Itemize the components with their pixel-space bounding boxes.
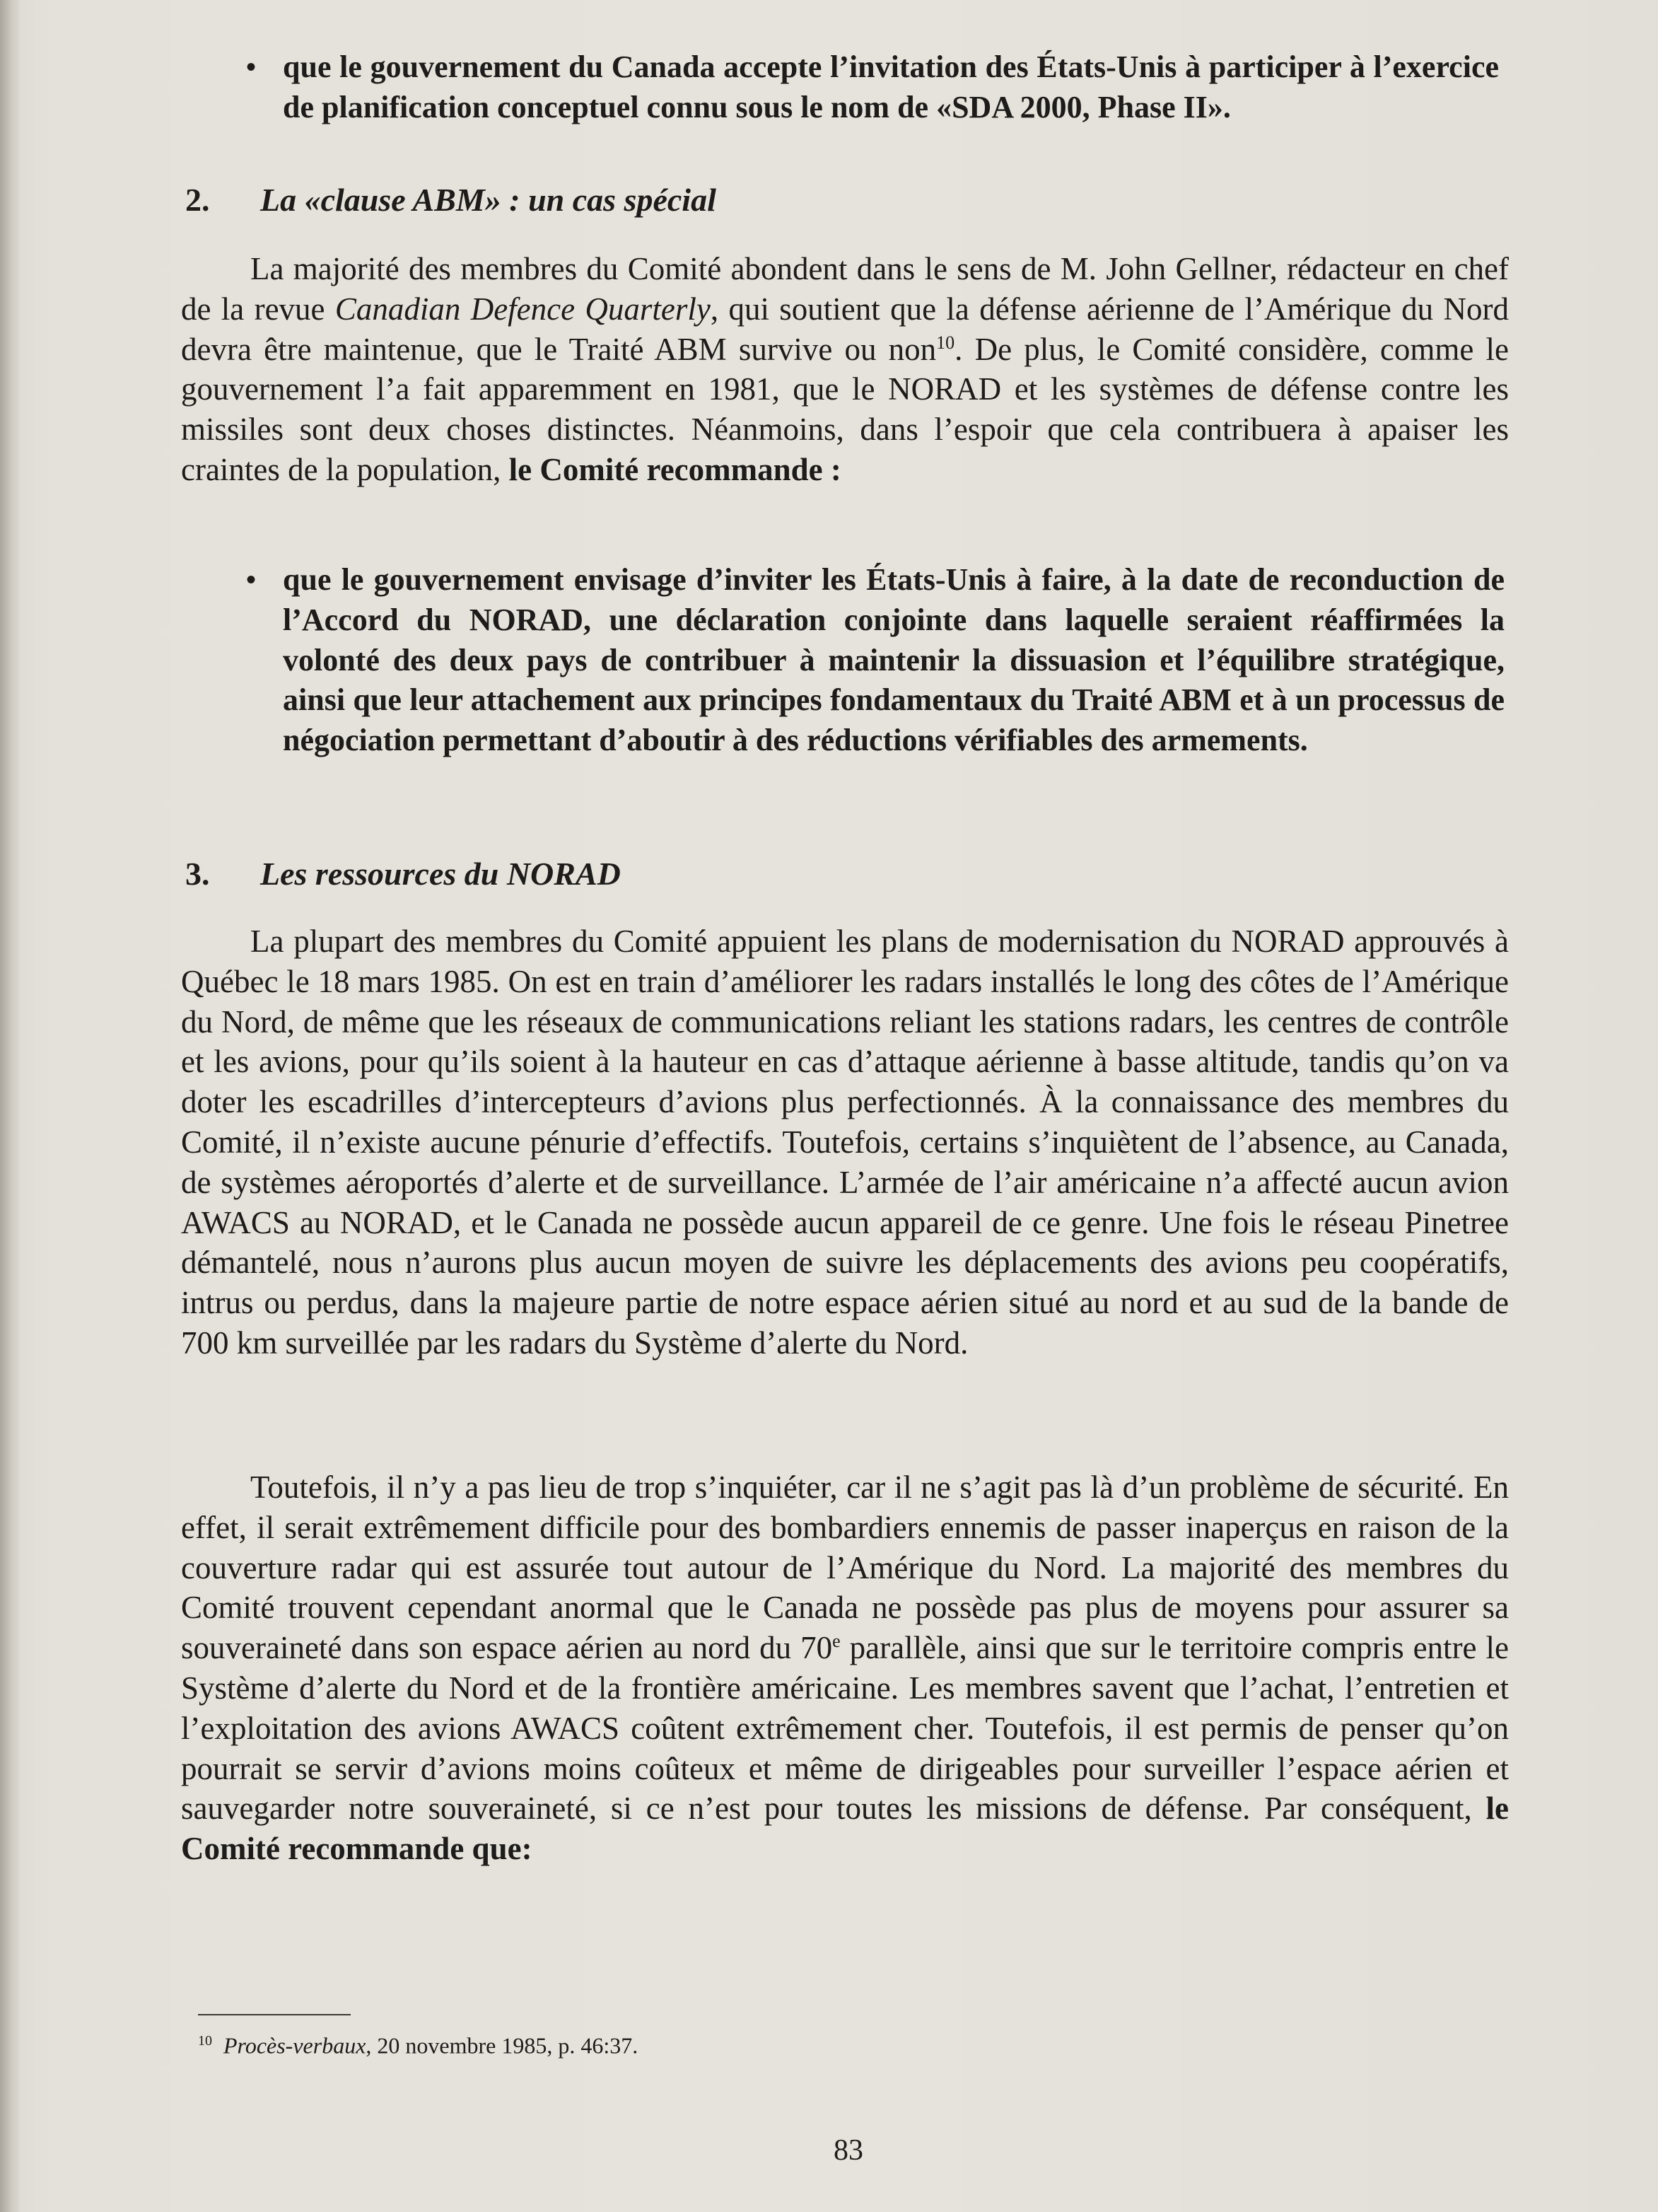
section-3-paragraph-2: Toutefois, il n’y a pas lieu de trop s’inquiéter, car il ne s’agit pas là d’un problème de sécurité. En effet, il serait extrêmement difficile pour des bombardiers ennemis de passer inaperçus en raison de la couverture radar qui est assurée tout autour de l’Amérique du Nord. La majorité des membres du Comité trouvent cependant anormal que le Canada ne possède pas plus de moyens pour assurer sa souveraineté dans son espace aérien au nord du 70e parallèle, ainsi que sur le territoire compris entre le Système d’alerte du Nord et de la frontière américaine. Les membres savent que l’achat, l’entretien et l’exploitation des avions AWACS coûtent extrêmement cher. Toutefois, il est permis de penser qu’on pourrait se servir d’avions moins coûteux et même de dirigeables pour surveiller l’espace aérien et sauvegarder notre souveraineté, si ce n’est pour toutes les missions de défense. Par conséquent, le Comité recommande que: <box>181 1469 1509 1867</box>
bullet-icon: • <box>246 564 257 595</box>
section-2-paragraph: La majorité des membres du Comité abondent dans le sens de M. John Gellner, rédacteur en chef de la revue Canadian Defence Quarterly, qui soutient que la défense aérienne de l’Amérique du Nord devra être maintenue, que le Traité ABM survive ou non$^{10}$. De plus, le Comité considère, comme le gouvernement l’a fait apparemment en 1981, que le NORAD et les systèmes de défense contre les missiles sont deux choses distinctes. Néanmoins, dans l’espoir que cela contribuera à apaiser les craintes de la population, le Comité recommande : <box>181 251 1509 487</box>
section-3-paragraph-1: La plupart des membres du Comité appuient les plans de modernisation du NORAD approuvés à Québec le 18 mars 1985. On est en train d’améliorer les radars installés le long des côtes de l’Amérique du Nord, de même que les réseaux de communications reliant les stations radars, les centres de contrôle et les avions, pour qu’ils soient à la hauteur en cas d’attaque aérienne à basse altitude, tandis qu’on va doter les escadrilles d’intercepteurs d’avions plus perfectionnés. À la connaissance des membres du Comité, il n’existe aucune pénurie d’effectifs. Toutefois, certains s’inquiètent de l’absence, au Canada, de systèmes aéroportés d’alerte et de surveillance. L’armée de l’air américaine n’a affecté aucun avion AWACS au NORAD, et le Canada ne possède aucun appareil de ce genre. Une fois le réseau Pinetree démantelé, nous n’aurons plus aucun moyen de suivre les déplacements des avions peu coopératifs, intrus ou perdus, dans la majeure partie de notre espace aérien situé au nord et au sud de la bande de 700 km surveillée par les radars du Système d’alerte du Nord. <box>181 924 1509 1361</box>
recommendation-bullet-1: • que le gouvernement du Canada accepte l’invitation des États-Unis à participer à l’exercice de planification conceptuel connu sous le nom de «SDA 2000, Phase II». <box>283 47 1499 128</box>
recommendation-bullet-2: • que le gouvernement envisage d’inviter les États-Unis à faire, à la date de reconduction de l’Accord du NORAD, une déclaration conjointe dans laquelle seraient réaffirmées la volonté des deux pays de contribuer à maintenir la dissuasion et l’équilibre stratégique, ainsi que leur attachement aux principes fondamentaux du Traité ABM et à un processus de négociation permettant d’aboutir à des réductions vérifiables des armements. <box>283 560 1505 761</box>
section-number: 3. <box>185 856 210 892</box>
section-number: 2. <box>185 182 210 218</box>
section-2-heading <box>185 180 716 220</box>
footnote-reference: 10 <box>936 332 955 353</box>
section-title: La «clause ABM» : un cas spécial <box>260 182 716 218</box>
footnote: $^{10}$ Procès-verbaux, 20 novembre 1985, p. 46:37. <box>198 2032 638 2059</box>
footnote-number: 10 <box>198 2033 212 2049</box>
section-title: Les ressources du NORAD <box>260 856 621 892</box>
footnote-divider <box>198 2014 351 2015</box>
page-edge-shadow <box>0 0 20 2212</box>
journal-title: Canadian Defence Quarterly <box>334 291 711 327</box>
recommendation-lead: le Comité recommande que: <box>181 1791 1509 1867</box>
bullet-icon: • <box>246 51 257 83</box>
recommendation-lead: le Comité recommande : <box>508 451 841 487</box>
footnote-source: Procès-verbaux <box>223 2032 366 2059</box>
page-number: 83 <box>834 2134 863 2167</box>
section-3-heading <box>185 854 621 894</box>
ordinal-superscript: e <box>832 1631 841 1652</box>
